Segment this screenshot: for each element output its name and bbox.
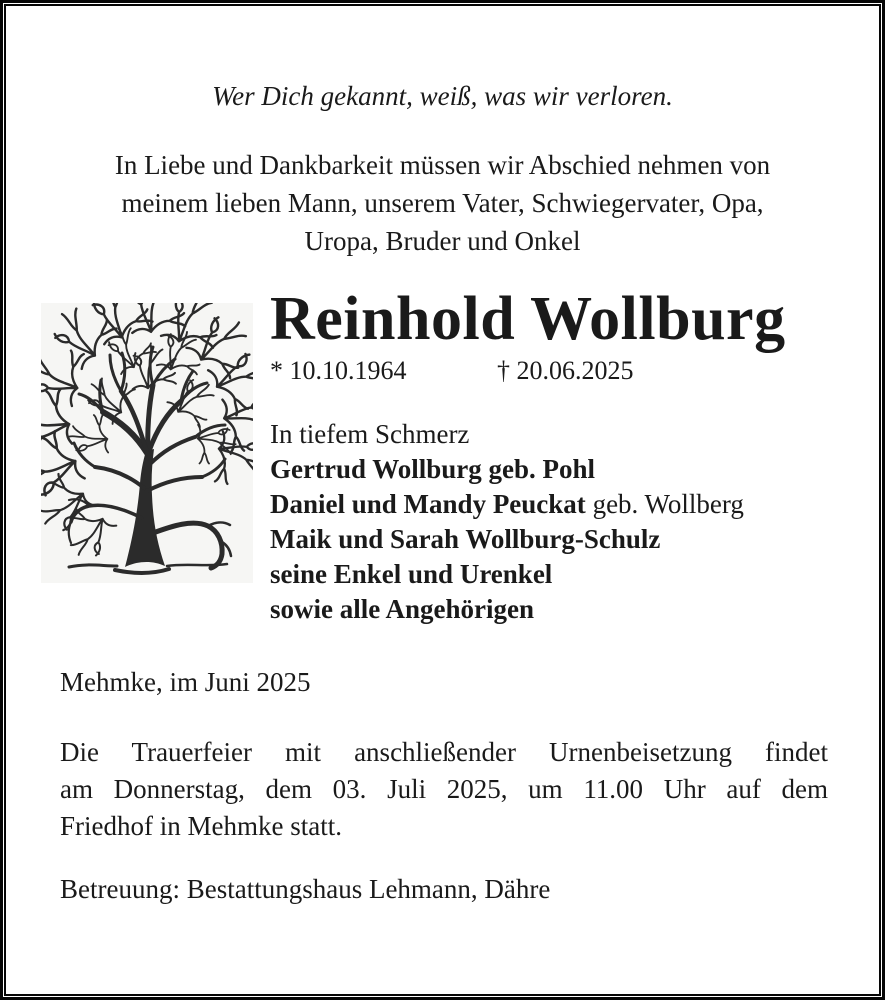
mourner-name: Maik und Sarah Wollburg-Schulz <box>270 524 661 554</box>
intro-line: meinem lieben Mann, unserem Vater, Schwiegervater, Opa, <box>121 188 764 218</box>
deceased-name: Reinhold Wollburg <box>270 285 786 353</box>
mourner-row <box>270 557 870 592</box>
tree-icon <box>41 303 253 582</box>
place-and-date: Mehmke, im Juni 2025 <box>60 667 311 697</box>
mourner-row <box>270 522 870 557</box>
mourner-name: Daniel und Mandy Peuckat <box>270 489 586 519</box>
memorial-quote: Wer Dich gekannt, weiß, was wir verloren. <box>212 81 673 111</box>
bare-tree-illustration <box>41 303 253 583</box>
mourner-row <box>270 452 870 487</box>
funeral-line: Die Trauerfeier mit anschließender Urnenbeisetzung findet <box>60 737 828 767</box>
death-date: † 20.06.2025 <box>497 356 634 385</box>
intro-line: Uropa, Bruder und Onkel <box>304 226 581 256</box>
birth-date: * 10.10.1964 <box>270 356 407 385</box>
intro-line: In Liebe und Dankbarkeit müssen wir Abschied nehmen von <box>114 150 771 180</box>
funeral-info <box>60 734 828 845</box>
mourners-block <box>270 417 870 627</box>
care-note: Betreuung: Bestattungshaus Lehmann, Dähre <box>60 874 551 904</box>
mourner-row <box>270 487 870 522</box>
mourner-name: seine Enkel und Urenkel <box>270 559 553 589</box>
funeral-line: am Donnerstag, dem 03. Juli 2025, um 11.00 Uhr auf dem <box>60 774 828 804</box>
mourner-row <box>270 592 870 627</box>
intro-text <box>6 146 879 260</box>
obituary-frame <box>4 4 881 996</box>
mourner-suffix: geb. Wollberg <box>585 489 744 519</box>
mourner-name: Gertrud Wollburg geb. Pohl <box>270 454 596 484</box>
mourning-lead: In tiefem Schmerz <box>270 419 470 449</box>
funeral-line: Friedhof in Mehmke statt. <box>60 811 342 841</box>
mourner-name: sowie alle Angehörigen <box>270 594 534 624</box>
life-dates <box>270 356 830 386</box>
